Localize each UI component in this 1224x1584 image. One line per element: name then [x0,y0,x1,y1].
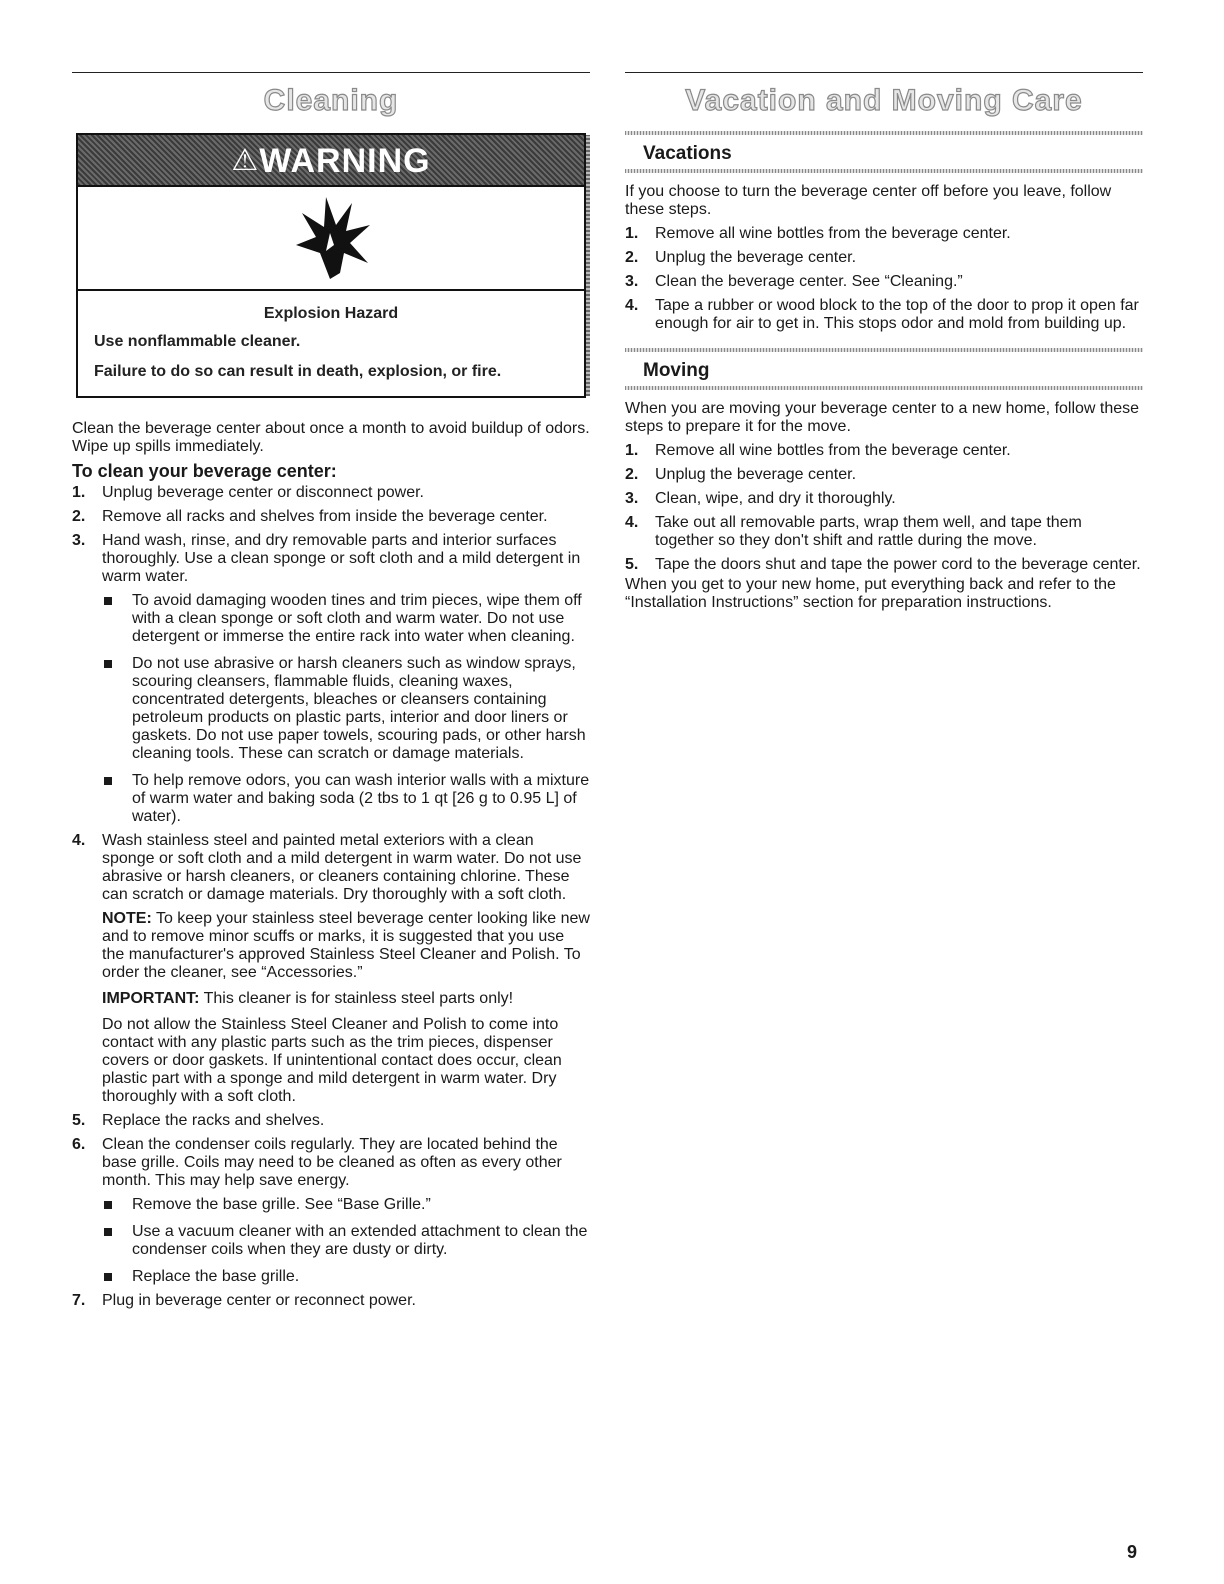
moving-intro: When you are moving your beverage center to a new home, follow these steps to prepare it for the move. [625,400,1140,435]
cleaning-title: Cleaning [263,84,399,117]
vacations-intro: If you choose to turn the beverage center off before you leave, follow these steps. [625,183,1112,218]
bullet-square-icon [104,1273,112,1281]
list-item: 2. Unplug the beverage center. [625,249,857,266]
step4-extra-paragraph: Do not allow the Stainless Steel Cleaner and Polish to come into contact with any plastic parts such as the trim pieces, dispenser covers or door gaskets. If unintentional contact does occur, clean plastic part with a sponge and mild detergent in warm water. Dry thoroughly with a soft cloth. [102,1016,562,1105]
bullet-item: Remove the base grille. See “Base Grille.” [102,1196,590,1214]
list-item: 4. Wash stainless steel and painted metal exteriors with a clean sponge or soft cloth and a mild detergent in warm water. Do not use abrasive or harsh cleaners, or cleaners containing chlorine. These can scratch or damage materials. Dry thoroughly with a soft cloth. NOTE: To keep your stainless steel beverage center looking like new and to remove minor scuffs or marks, it is suggested that you use the manufacturer's approved Stainless Steel Cleaner and Polish. To order the cleaner, see “Accessories.” IMPORTANT: This cleaner is for stainless steel parts only! Do not allow the Stainless Steel Cleaner and Polish to come into contact with any plastic parts such as the trim pieces, dispenser covers or door gaskets. If unintentional contact does occur, clean plastic part with a sponge and mild detergent in warm water. Dry thoroughly with a soft cloth. [72,832,590,1105]
list-item: 3. Clean, wipe, and dry it thoroughly. [625,490,896,507]
warning-triangle-icon: ⚠ [231,144,260,177]
list-item: 7. Plug in beverage center or reconnect power. [72,1292,416,1309]
warning-line-1: Use nonflammable cleaner. [94,333,301,350]
vacations-steps [625,225,1143,333]
bullet-item: To avoid damaging wooden tines and trim pieces, wipe them off with a clean sponge or soft cloth and warm water. Do not use detergent or immerse the entire rack into water when cleaning. [102,592,590,646]
list-item: 2. Remove all racks and shelves from inside the beverage center. [72,508,548,525]
list-item: 1. Remove all wine bottles from the beverage center. [625,442,1011,459]
bullet-square-icon [104,1201,112,1209]
important-paragraph: IMPORTANT: This cleaner is for stainless steel parts only! [102,990,514,1007]
warning-heading: WARNING [259,142,431,180]
top-rule [72,72,590,73]
list-item: 3. Clean the beverage center. See “Cleaning.” [625,273,963,290]
bullet-square-icon [104,597,112,605]
hazard-title: Explosion Hazard [263,305,399,322]
moving-heading: Moving [625,351,1143,388]
warning-line-2: Failure to do so can result in death, explosion, or fire. [94,363,502,380]
bullet-square-icon [104,660,112,668]
moving-outro: When you get to your new home, put everything back and refer to the “Installation Instructions” section for preparation instructions. [625,576,1116,611]
bullet-square-icon [104,777,112,785]
cleaning-intro: Clean the beverage center about once a month to avoid buildup of odors. Wipe up spills immediately. [72,420,590,455]
page-number: 9 [1127,1542,1138,1562]
moving-steps [625,442,1143,574]
list-item: 4. Take out all removable parts, wrap them well, and tape them together so they don't shift and rattle during the move. [625,514,1082,549]
list-item: 5. Tape the doors shut and tape the power cord to the beverage center. [625,556,1141,573]
bullet-item: Replace the base grille. [102,1268,590,1286]
warning-shadow [586,135,590,396]
list-item: 2. Unplug the beverage center. [625,466,857,483]
vacation-content [625,134,1143,612]
bullet-item: To help remove odors, you can wash interior walls with a mixture of warm water and baking soda (2 tbs to 1 qt [26 g to 0.95 L] of water). [102,772,590,826]
note-paragraph: NOTE: To keep your stainless steel beverage center looking like new and to remove minor scuffs or marks, it is suggested that you use the manufacturer's approved Stainless Steel Cleaner and Polish. To order the cleaner, see “Accessories.” [102,910,590,981]
list-item: 3. Hand wash, rinse, and dry removable parts and interior surfaces thoroughly. Use a clean sponge or soft cloth and a mild detergent in warm water. To avoid damaging wooden tines and trim pieces, wipe them off with a clean sponge or soft cloth and warm water. Do not use detergent or immerse the entire rack into water when cleaning. Do not use abrasive or harsh cleaners such as window sprays, scouring cleansers, flammable fluids, cleaning waxes, concentrated detergents, bleaches or cleansers containing petroleum products on plastic parts, interior and door liners or gaskets. Do not use paper towels, scouring pads, or other harsh cleaning tools. These can scratch or damage materials. To help remove odors, you can wash interior walls with a mixture of warm water and baking soda (2 tbs to 1 qt [26 g to 0.95 L] of water). [72,532,590,825]
list-item: 1. Unplug beverage center or disconnect power. [72,484,424,501]
cleaning-subheading: To clean your beverage center: [72,461,337,481]
list-item: 4. Tape a rubber or wood block to the top of the door to prop it open far enough for air to get in. This stops odor and mold from building up. [625,297,1139,332]
vacations-heading: Vacations [625,134,1143,171]
warning-header [78,135,584,187]
list-item: 1. Remove all wine bottles from the beverage center. [625,225,1011,242]
warning-icon-area [78,187,584,291]
vacation-title: Vacation and Moving Care [685,84,1083,117]
top-rule [625,72,1143,73]
list-item: 5. Replace the racks and shelves. [72,1112,325,1129]
bullet-item: Use a vacuum cleaner with an extended attachment to clean the condenser coils when they are dusty or dirty. [102,1223,590,1259]
warning-box [76,133,586,398]
cleaning-steps [72,484,590,1310]
list-item: 6. Clean the condenser coils regularly. They are located behind the base grille. Coils may need to be cleaned as often as every other month. This may help save energy. Remove the base grille. See “Base Grille.” Use a vacuum cleaner with an extended attachment to clean the condenser coils when they are dusty or dirty. Replace the base grille. [72,1136,590,1286]
bullet-square-icon [104,1228,112,1236]
bullet-item: Do not use abrasive or harsh cleaners such as window sprays, scouring cleansers, flammable fluids, cleaning waxes, concentrated detergents, bleaches or cleansers containing petroleum products on plastic parts, interior and door liners or gaskets. Do not use paper towels, scouring pads, or other harsh cleaning tools. These can scratch or damage materials. [102,655,590,763]
cleaning-content [72,420,590,1316]
explosion-icon [290,193,374,281]
